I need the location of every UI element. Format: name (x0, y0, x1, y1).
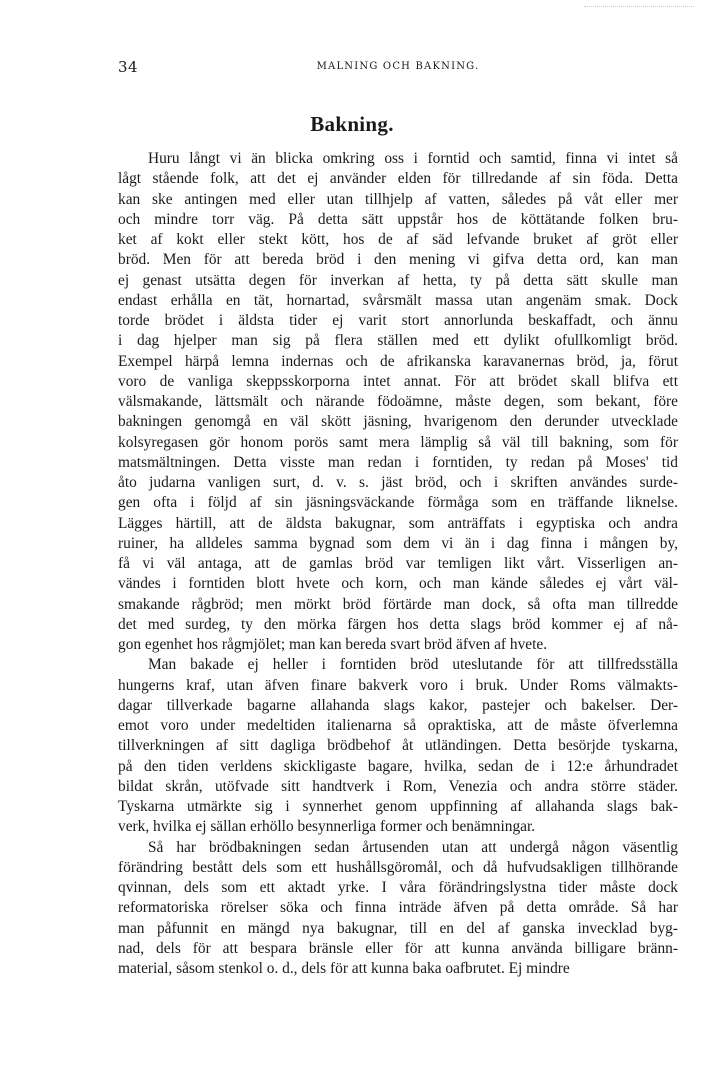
text-line: tillverkningen af sitt dagliga brödbehof åt utländingen. Detta besörjde tyskarna, (118, 737, 678, 755)
text-line: Exempel härpå lemna indernas och de afrikanska karavanernas bröd, ja, förut (118, 352, 678, 370)
text-line: Lägges härtill, att de äldsta bakugnar, som anträffats i egyptiska och andra (118, 514, 678, 532)
text-line: endast erhålla en tät, hornartad, svårsmält massa utan angenäm smak. Dock (118, 291, 678, 309)
paragraph (118, 655, 678, 837)
text-line: nad, dels för att bespara bränsle eller för att kunna använda billigare bränn- (118, 939, 678, 957)
text-line: Huru långt vi än blicka omkring oss i forntid och samtid, finna vi intet så (148, 150, 678, 167)
text-line: bröd. Men för att bereda bröd i den mening vi gifva detta ord, kan man (118, 251, 678, 269)
text-line: matsmältningen. Detta visste man redan i forntiden, ty redan på Moses' tid (118, 453, 678, 471)
text-line: verk, hvilka ej sällan erhöllo besynnerliga former och benämningar. (118, 818, 536, 836)
text-line: få vi väl antaga, att de gamlas bröd var temligen likt vårt. Visserligen an- (118, 555, 678, 572)
text-line: Tyskarna utmärkte sig i synnerhet genom uppfinning af allahanda slags bak- (118, 798, 678, 815)
paragraph (118, 149, 678, 655)
text-line: vändes i forntiden blott hvete och korn, och man kände således ej vårt väl- (118, 575, 678, 593)
text-line: lågt stående folk, att det ej använder elden för tillredande af sin föda. Detta (118, 170, 678, 188)
text-line: i dag hjelper man sig på flera ställen med ett dylikt ofullkomligt bröd. (118, 332, 678, 350)
text-line: bildat skrån, utöfvade sitt handtverk i Rom, Venezia och andra större städer. (118, 777, 678, 795)
text-line: ruiner, ha alldeles samma bygnad som dem vi än i dag finna i mången by, (118, 534, 678, 552)
running-head (118, 58, 678, 78)
text-line: kolsyregasen gör honom porös samt mera lämplig så väl till bakning, som för (118, 433, 678, 451)
page-number: 34 (118, 58, 139, 76)
text-line: på den tiden verldens skickligaste bagare, hvilka, sedan de i 12:e århundradet (118, 757, 678, 775)
text-line: Så har brödbakningen sedan årtusenden utan att undergå någon väsentlig (148, 838, 678, 856)
text-line: reformatoriska rörelser söka och finna inträde äfven på detta område. Så har (118, 899, 678, 917)
text-line: emot voro under medeltiden italienarna så opraktiska, att de måste öfverlemna (118, 717, 678, 734)
text-line: åto judarna vanligen surt, d. v. s. jäst bröd, och i skriften användes surde- (118, 474, 678, 491)
text-line: dagar tillverkade bagarne allahanda slags kakor, pastejer och bakelser. Der- (118, 696, 678, 714)
text-line: gen ofta i följd af sin jäsningsväckande förmåga som en träffande liknelse. (118, 494, 678, 512)
scan-edge-mark (584, 6, 694, 9)
text-line: material, såsom stenkol o. d., dels för att kunna baka oafbrutet. Ej mindre (118, 960, 570, 977)
text-line: kan ske antingen med eller utan tillhjelp af vatten, således på våt eller mer (118, 190, 678, 208)
text-line: och mindre torr väg. På detta sätt uppstår hos de köttätande folken bru- (118, 210, 678, 228)
text-line: bakningen genomgå en väl skött jäsning, hvarigenom den derunder utvecklade (118, 413, 678, 431)
chapter-title: Bakning. (310, 112, 394, 136)
text-line: smakande rågbröd; men mörkt bröd förtärde man dock, så ofta man tillredde (118, 595, 678, 613)
text-line: ej genast utsätta degen för inverkan af hetta, ty på detta sätt skulle man (118, 271, 678, 289)
text-line: det med surdeg, ty den mörka färgen hos detta slags bröd kommer ej af nå- (118, 615, 678, 633)
text-line: man påfunnit en mängd nya bakugnar, till en del af ganska invecklad byg- (118, 919, 678, 937)
running-title: MALNING OCH BAKNING. (316, 61, 480, 72)
text-line: voro de vanliga skeppsskorporna intet annat. För att brödet skall blifva ett (118, 372, 678, 390)
text-line: förändring bestått dels som ett hushållsgöromål, och då hufvudsakligen tillhörande (118, 858, 678, 876)
text-line: välsmakande, lättsmält och närande födoämne, måste degen, som bekant, före (118, 393, 678, 410)
text-line: torde brödet i äldsta tider ej varit stort annorlunda beskaffadt, och ännu (118, 312, 678, 329)
text-line: gon egenhet hos rågmjölet; man kan bereda svart bröd äfven af hvete. (118, 636, 548, 653)
text-line: qvinnan, dels som ett aktadt yrke. I våra förändringslystna tider måste dock (118, 879, 678, 896)
paragraph (118, 838, 678, 980)
text-line: hungerns kraf, utan äfven finare bakverk voro i bruk. Under Roms välmakts- (118, 676, 678, 694)
body-text (118, 149, 678, 979)
text-line: ket af kokt eller stekt kött, hos de af säd lefvande bruket af gröt eller (118, 231, 678, 248)
text-line: Man bakade ej heller i forntiden bröd uteslutande för att tillfredsställa (148, 656, 678, 674)
